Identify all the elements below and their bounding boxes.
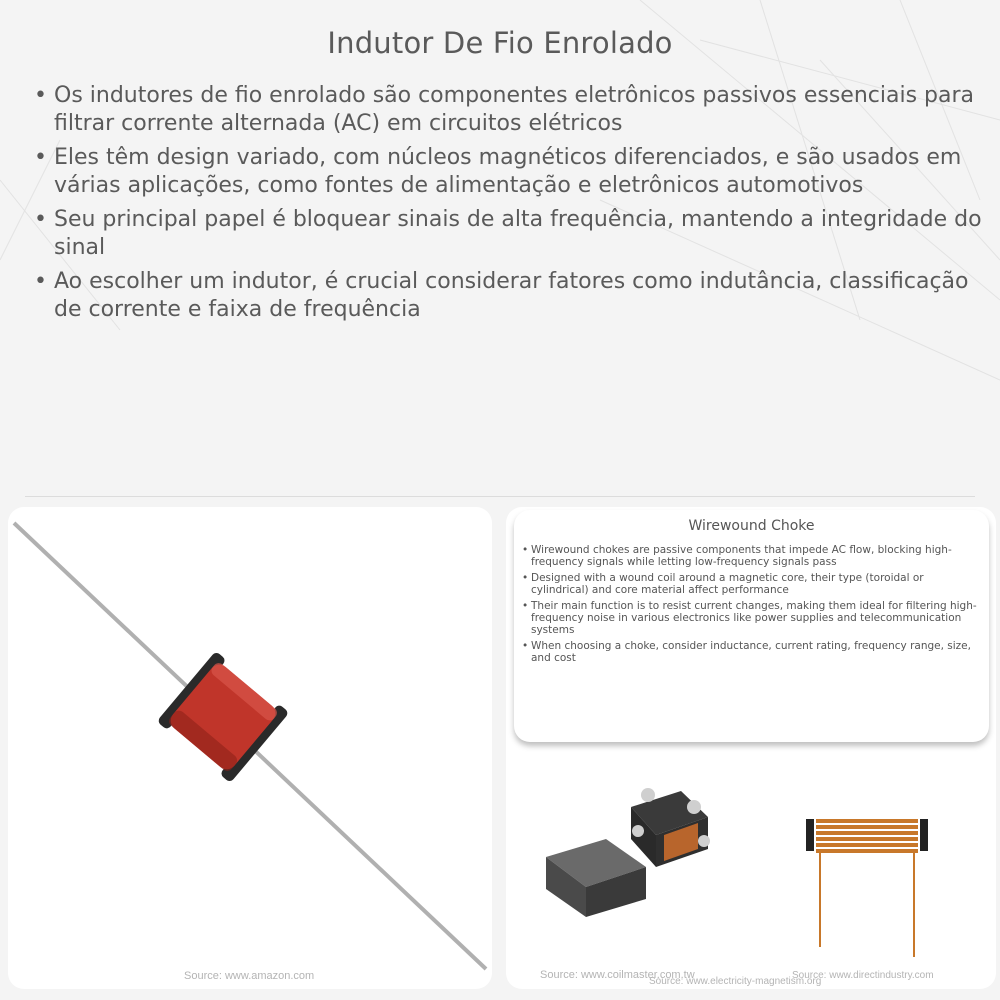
divider: [25, 496, 975, 497]
left-image-card: [8, 507, 492, 989]
thumbnail-bullet-list: [522, 544, 982, 668]
thumbnail-bullet-item: • Their main function is to resist current changes, making them ideal for filtering high-frequency noise in various electronics like power supplies and telecommunication systems: [522, 600, 982, 636]
bullet-item: • Seu principal papel é bloquear sinais de alta frequência, mantendo a integridade do sinal: [32, 206, 982, 262]
thumbnail-bullet-item: • When choosing a choke, consider inductance, current rating, frequency range, size, and cost: [522, 640, 982, 664]
bullet-list: [32, 82, 982, 330]
smd-choke-icon: [536, 777, 736, 947]
thumbnail-bullet-item: • Designed with a wound coil around a magnetic core, their type (toroidal or cylindrical) and core material affect performance: [522, 572, 982, 596]
image-source: Source: www.amazon.com: [184, 970, 315, 982]
slide-thumbnail: [514, 510, 989, 742]
image-source: Source: www.directindustry.com: [792, 970, 934, 981]
air-core-coil-icon: [804, 807, 934, 967]
bullet-item: • Os indutores de fio enrolado são componentes eletrônicos passivos essenciais para filtrar corrente alternada (AC) em circuitos elétricos: [32, 82, 982, 138]
bullet-item: • Eles têm design variado, com núcleos magnéticos diferenciados, e são usados em várias aplicações, como fontes de alimentação e eletrônicos automotivos: [32, 144, 982, 200]
image-source: Source: www.coilmaster.com.tw: [540, 969, 695, 981]
image-source: Source: www.electricity-magnetism.org: [649, 976, 822, 987]
page-title: Indutor De Fio Enrolado: [327, 26, 673, 60]
bullet-item: • Ao escolher um indutor, é crucial considerar fatores como indutância, classificação de corrente e faixa de frequência: [32, 268, 982, 324]
thumbnail-bullet-item: • Wirewound chokes are passive components that impede AC flow, blocking high-frequency signals while letting low-frequency signals pass: [522, 544, 982, 568]
axial-inductor-icon: [8, 507, 492, 989]
thumbnail-title: Wirewound Choke: [688, 518, 815, 534]
